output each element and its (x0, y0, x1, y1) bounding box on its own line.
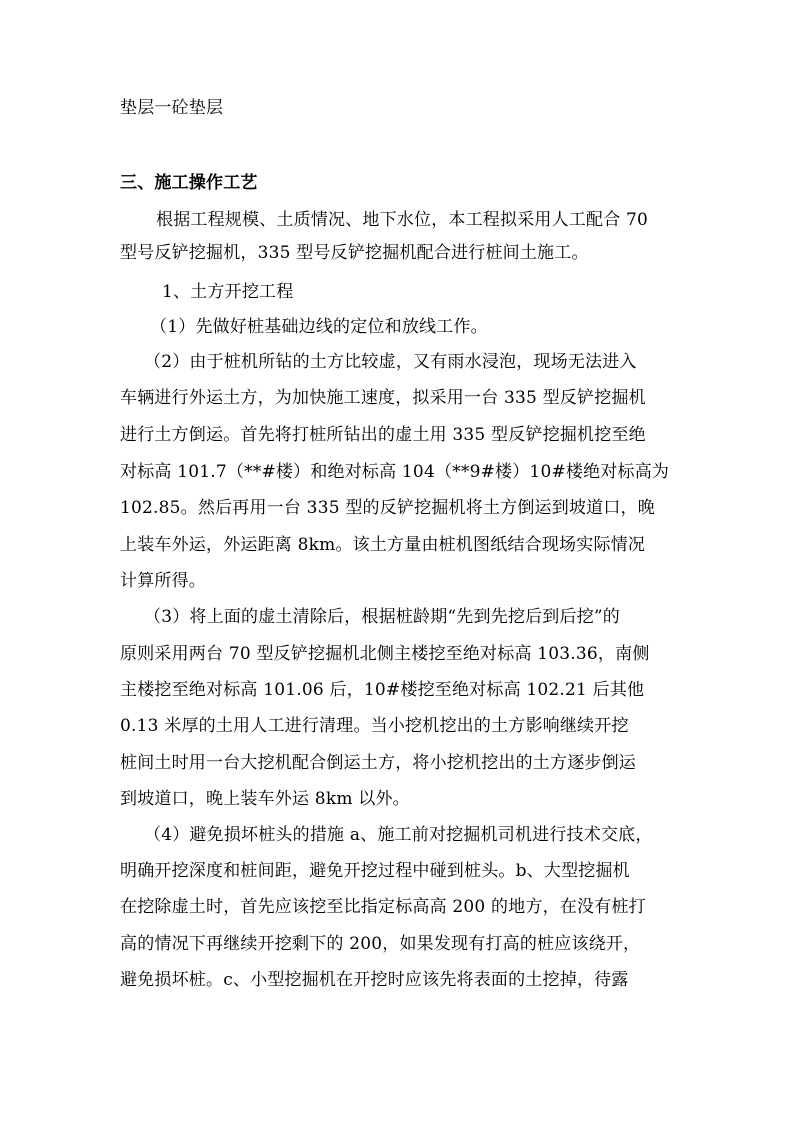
paragraph-line: 桩间土时用一台大挖机配合倒运土方，将小挖机挖出的土方逐步倒运 (120, 753, 636, 773)
paragraph-line: （3）将上面的虚土清除后，根据桩龄期“先到先挖后到后挖”的 (144, 607, 620, 627)
paragraph-line: （1）先做好桩基础边线的定位和放线工作。 (150, 317, 488, 337)
paragraph-line: 根据工程规模、土质情况、地下水位，本工程拟采用人工配合 70 (156, 210, 649, 230)
section-heading: 三、施工操作工艺 (120, 173, 258, 193)
subheading-line: 1、土方开挖工程 (162, 282, 294, 302)
paragraph-line: 高的情况下再继续开挖剩下的 200，如果发现有打高的桩应该绕开， (120, 934, 641, 954)
paragraph-line: 进行土方倒运。首先将打桩所钻出的虚土用 335 型反铲挖掘机挖至绝 (120, 425, 646, 445)
paragraph-line: 0.13 米厚的土用人工进行清理。当小挖机挖出的土方影响继续开挖 (120, 716, 629, 736)
paragraph-line: 对标高 101.7（**#楼）和绝对标高 104（**9#楼）10#楼绝对标高为 (120, 462, 670, 482)
paragraph-line: 原则采用两台 70 型反铲挖掘机北侧主楼挖至绝对标高 103.36，南侧 (120, 644, 650, 664)
paragraph-line: 主楼挖至绝对标高 101.06 后，10#楼挖至绝对标高 102.21 后其他 (120, 680, 645, 700)
top-line: 垫层一砼垫层 (120, 98, 224, 118)
paragraph-line: 车辆进行外运土方，为加快施工速度，拟采用一台 335 型反铲挖掘机 (120, 388, 646, 408)
paragraph-line: 避免损坏桩。c、小型挖掘机在开挖时应该先将表面的土挖掉，待露 (120, 970, 629, 990)
paragraph-line: 计算所得。 (120, 571, 206, 591)
paragraph-line: （2）由于桩机所钻的土方比较虚，又有雨水浸泡，现场无法进入 (144, 352, 637, 372)
paragraph-line: 102.85。然后再用一台 335 型的反铲挖掘机将土方倒运到坡道口，晚 (120, 498, 655, 518)
paragraph-line: 型号反铲挖掘机，335 型号反铲挖掘机配合进行桩间土施工。 (120, 243, 589, 263)
paragraph-line: 到坡道口，晚上装车外运 8km 以外。 (120, 789, 410, 809)
paragraph-line: 明确开挖深度和桩间距，避免开挖过程中碰到桩头。b、大型挖掘机 (120, 861, 630, 881)
paragraph-line: （4）避免损坏桩头的措施 a、施工前对挖掘机司机进行技术交底， (144, 825, 653, 845)
paragraph-line: 上装车外运，外运距离 8km。该土方量由桩机图纸结合现场实际情况 (120, 535, 646, 555)
paragraph-line: 在挖除虚土时，首先应该挖至比指定标高高 200 的地方，在没有桩打 (120, 897, 646, 917)
